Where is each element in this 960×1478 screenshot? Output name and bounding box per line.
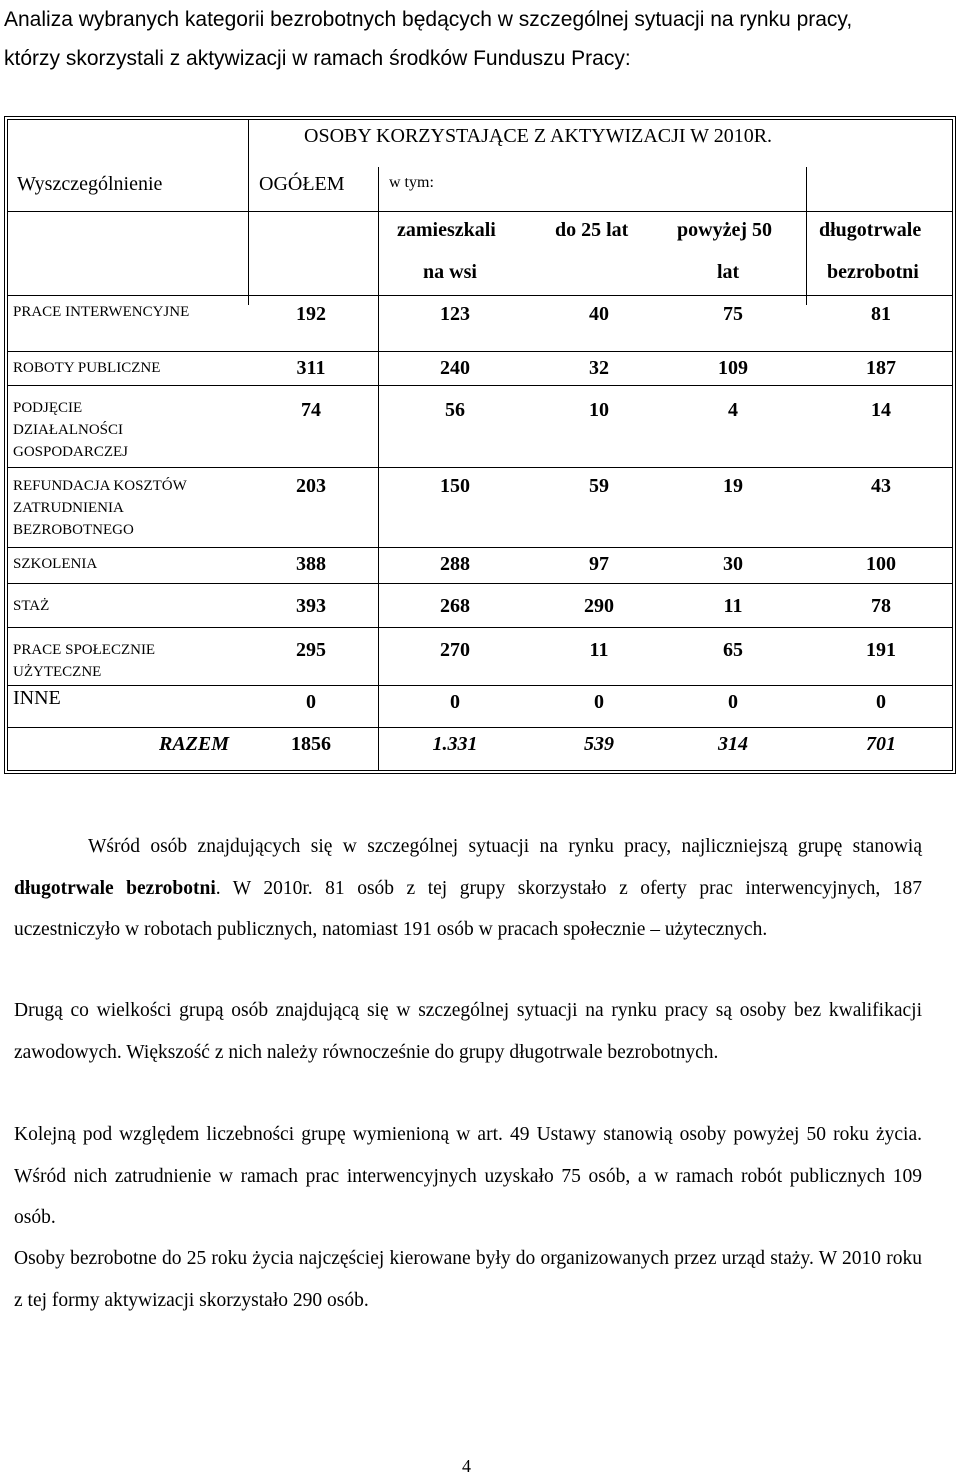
row-label-razem: RAZEM: [159, 733, 230, 755]
cell: 192: [296, 303, 326, 325]
cell: 393: [296, 595, 326, 617]
sub-header-under25: do 25 lat: [555, 219, 629, 241]
cell: 40: [589, 303, 609, 325]
cell: 240: [440, 357, 470, 379]
row-label-spolecznie: PRACE SPOŁECZNIE UŻYTECZNE: [13, 642, 156, 680]
paragraph-1-a: Wśród osób znajdujących się w szczególnej sytuacji na rynku pracy, najliczniejszą grupę stanowią: [88, 836, 922, 857]
cell: 32: [589, 357, 609, 379]
col-header-total: OGÓŁEM: [259, 173, 345, 195]
cell: 0: [306, 691, 316, 713]
cell: 100: [866, 553, 896, 575]
sub-header-rural-2: na wsi: [423, 261, 477, 283]
cell: 388: [296, 553, 326, 575]
cell: 14: [871, 399, 891, 421]
cell: 187: [866, 357, 896, 379]
cell: 0: [876, 691, 886, 713]
row-label-inne: INNE: [13, 687, 61, 709]
cell: 311: [296, 357, 326, 379]
cell: 65: [723, 639, 743, 661]
cell: 10: [589, 399, 609, 421]
row-label-dzialalnosc: PODJĘCIE DZIAŁALNOŚCI GOSPODARCZEJ: [13, 400, 129, 460]
row-label-interwencyjne: PRACE INTERWENCYJNE: [13, 304, 190, 320]
cell: 0: [594, 691, 604, 713]
intro-line-1: Analiza wybranych kategorii bezrobotnych będących w szczególnej sytuacji na rynku pracy,: [4, 8, 853, 31]
page-number: 4: [462, 1456, 471, 1476]
cell: 43: [871, 475, 891, 497]
cell: 11: [589, 639, 609, 661]
total-cell: 539: [584, 733, 614, 755]
data-table: [4, 116, 956, 774]
cell: 4: [728, 399, 738, 421]
cell: 109: [718, 357, 748, 379]
total-cell: 701: [866, 733, 896, 755]
cell: 0: [728, 691, 738, 713]
total-cell: 314: [718, 733, 748, 755]
col-header-label: Wyszczególnienie: [17, 173, 163, 195]
total-cell: 1856: [291, 733, 331, 755]
total-cell: 1.331: [432, 733, 478, 755]
cell: 59: [589, 475, 609, 497]
super-header: OSOBY KORZYSTAJĄCE Z AKTYWIZACJI W 2010R.: [304, 125, 773, 147]
intro-line-2: którzy skorzystali z aktywizacji w ramach środków Funduszu Pracy:: [4, 47, 631, 70]
cell: 123: [440, 303, 470, 325]
paragraph-1-b: . W 2010r. 81 osób z tej grupy skorzystało z oferty prac interwencyjnych, 187 uczestniczyło w robotach publicznych, natomiast 191 osób w pracach społecznie – użytecznych.: [14, 877, 922, 940]
cell: 150: [440, 475, 470, 497]
cell: 78: [871, 595, 891, 617]
intro-text: [4, 0, 954, 78]
sub-header-longterm-2: bezrobotni: [827, 261, 919, 283]
cell: 74: [301, 399, 321, 421]
cell: 191: [866, 639, 896, 661]
paragraph-3: Kolejną pod względem liczebności grupę wymienioną w art. 49 Ustawy stanowią osoby powyżej 50 roku życia. Wśród nich zatrudnienie w ramach prac interwencyjnych uzyskało 75 osób, a w ramach robót publicznych 109 osób.: [14, 1124, 922, 1228]
cell: 97: [589, 553, 609, 575]
paragraph-4: Osoby bezrobotne do 25 roku życia najczęściej kierowane były do organizowanych przez urząd staży. W 2010 roku z tej formy aktywizacji skorzystało 290 osób.: [14, 1248, 922, 1311]
cell: 203: [296, 475, 326, 497]
row-label-publiczne: ROBOTY PUBLICZNE: [13, 360, 161, 376]
row-label-szkolenia: SZKOLENIA: [13, 556, 98, 572]
row-label-staz: STAŻ: [13, 598, 50, 614]
cell: 81: [871, 303, 891, 325]
cell: 11: [723, 595, 743, 617]
cell: 19: [723, 475, 743, 497]
paragraph-1: [14, 826, 922, 951]
cell: 295: [296, 639, 326, 661]
cell: 270: [440, 639, 470, 661]
cell: 75: [723, 303, 743, 325]
paragraph-2: Drugą co wielkości grupą osób znajdującą się w szczególnej sytuacji na rynku pracy są osoby bez kwalifikacji zawodowych. Większość z nich należy równocześnie do grupy długotrwale bezrobotnych.: [14, 1000, 922, 1063]
sub-header-longterm-1: długotrwale: [819, 219, 922, 241]
paragraph-1-bold: długotrwale bezrobotni: [14, 877, 216, 899]
cell: 290: [584, 595, 614, 617]
col-header-wtym: w tym:: [389, 174, 434, 191]
cell: 30: [723, 553, 743, 575]
sub-header-over50-1: powyżej 50: [677, 219, 772, 241]
cell: 0: [450, 691, 460, 713]
sub-header-rural-1: zamieszkali: [397, 219, 496, 241]
cell: 268: [440, 595, 470, 617]
cell: 56: [445, 399, 465, 421]
row-label-refundacja: REFUNDACJA KOSZTÓW ZATRUDNIENIA BEZROBOTNEGO: [13, 478, 187, 538]
cell: 288: [440, 553, 470, 575]
sub-header-over50-2: lat: [717, 261, 740, 283]
